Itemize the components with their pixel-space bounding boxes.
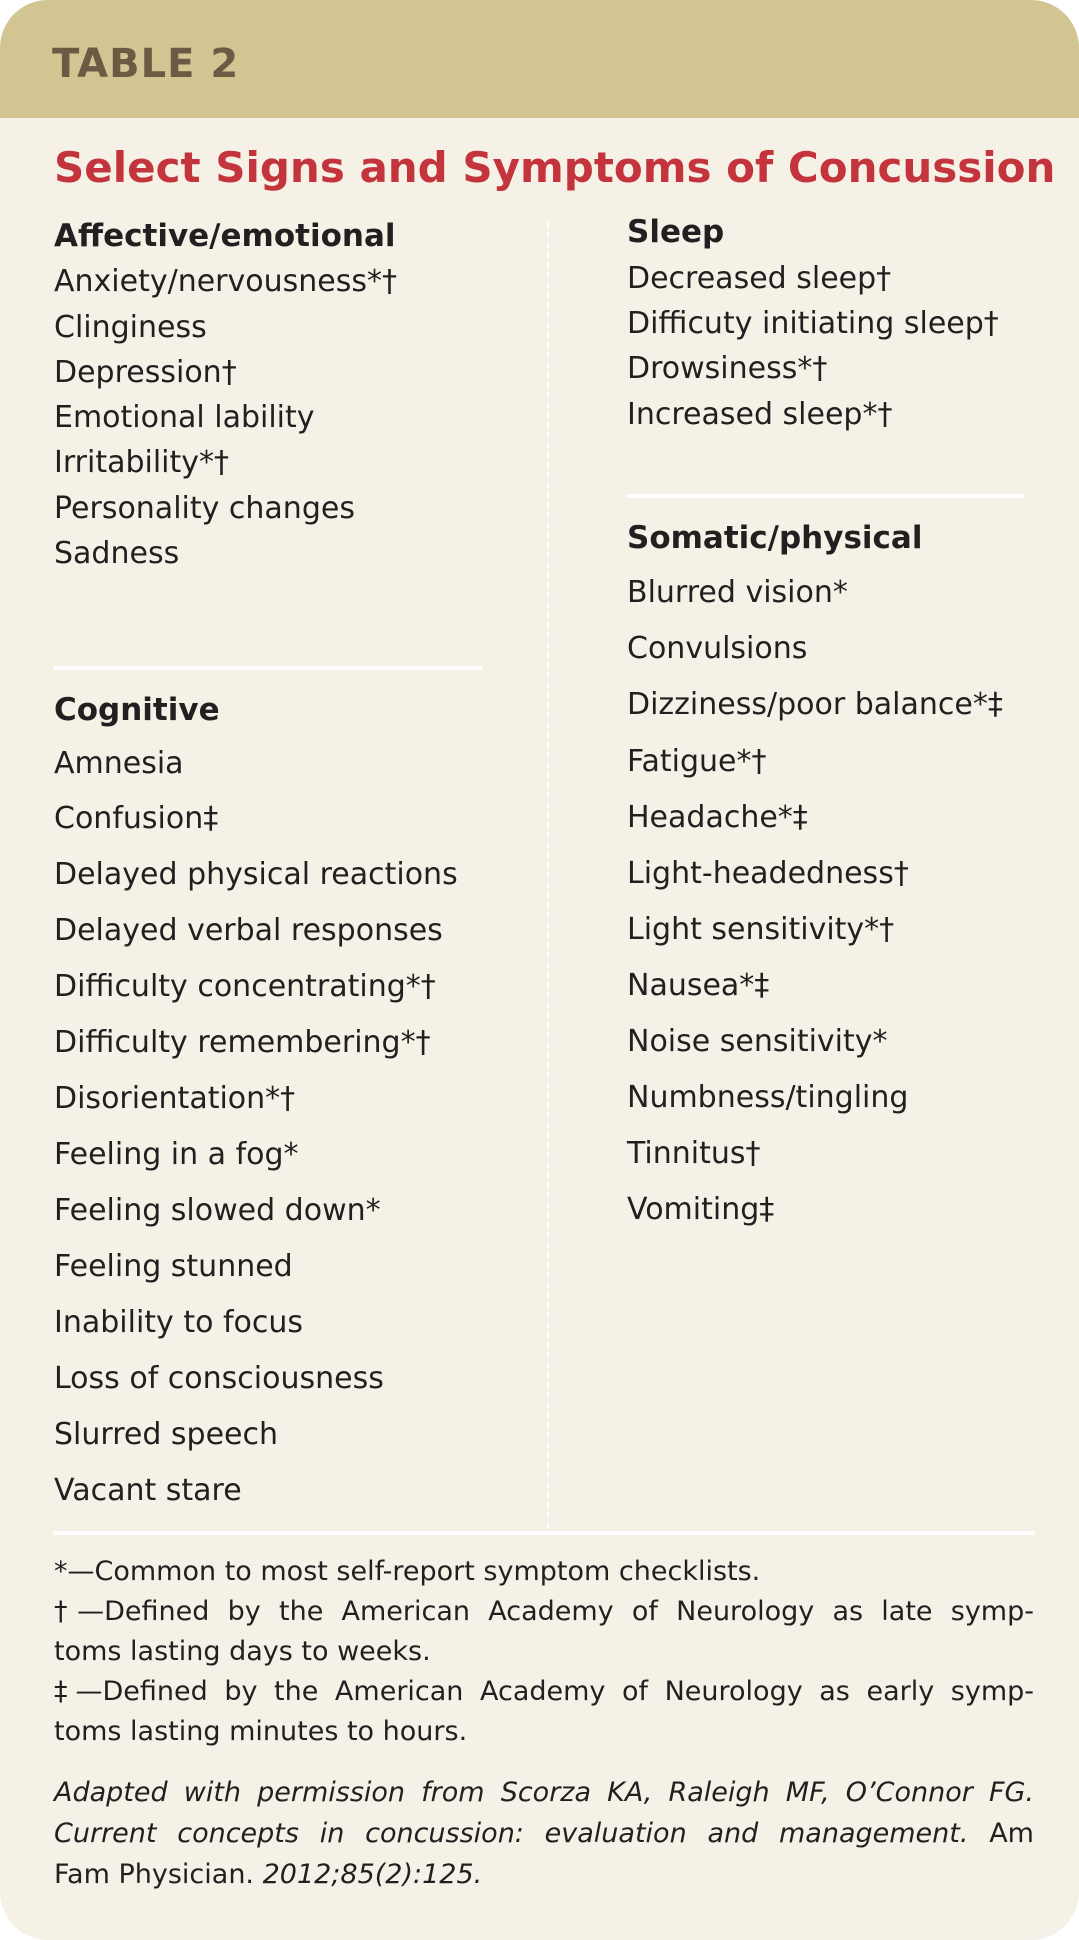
list-item: Clinginess — [54, 310, 207, 345]
attribution-journal-start: Am — [968, 1818, 1034, 1849]
attribution-citation: 2012;85(2):125. — [262, 1859, 483, 1890]
list-item: Confusion‡ — [54, 801, 219, 836]
column-divider — [547, 222, 549, 1528]
source-attribution — [54, 1772, 1034, 1895]
footnotes — [54, 1552, 1034, 1752]
list-item: Slurred speech — [54, 1417, 279, 1452]
section-heading-cognitive: Cognitive — [54, 692, 220, 728]
list-item: Loss of consciousness — [54, 1361, 384, 1396]
list-item: Noise sensitivity* — [627, 1024, 888, 1059]
section-heading-affective: Affective/emotional — [54, 218, 396, 254]
list-item: Delayed physical reactions — [54, 857, 458, 892]
list-item: Inability to focus — [54, 1305, 304, 1340]
list-item: Delayed verbal responses — [54, 913, 443, 948]
list-item: Amnesia — [54, 746, 184, 781]
footnote-dagger-line: †—Defined by the American Academy of Neurology as late symp- — [54, 1596, 1034, 1627]
list-item: Anxiety/nervousness*† — [54, 264, 397, 299]
list-item: Feeling slowed down* — [54, 1193, 381, 1228]
list-item: Blurred vision* — [627, 575, 848, 610]
list-item: Fatigue*† — [627, 744, 767, 779]
attribution-article-title: Current concepts in concussion: evaluation and management. — [54, 1818, 969, 1849]
list-item: Tinnitus† — [627, 1136, 761, 1171]
attribution-line — [54, 1813, 1034, 1854]
list-item: Nausea*‡ — [627, 968, 770, 1003]
footnote-dagger-line: toms lasting days to weeks. — [54, 1636, 431, 1667]
list-item: Feeling in a fog* — [54, 1137, 299, 1172]
table-title: Select Signs and Symptoms of Concussion — [54, 143, 1056, 192]
section-divider — [627, 494, 1025, 498]
attribution-line — [54, 1854, 1034, 1895]
section-heading-somatic: Somatic/physical — [627, 520, 923, 556]
list-item: Irritability*† — [54, 445, 230, 480]
footnote-double-dagger-line: toms lasting minutes to hours. — [54, 1716, 468, 1747]
list-item: Headache*‡ — [627, 800, 808, 835]
list-item: Depression† — [54, 355, 237, 390]
section-heading-sleep: Sleep — [627, 214, 725, 250]
list-item: Increased sleep*† — [627, 397, 893, 432]
footnote-double-dagger-line: ‡—Defined by the American Academy of Neurology as early symp- — [54, 1676, 1034, 1707]
list-item: Emotional lability — [54, 400, 315, 435]
list-item: Disorientation*† — [54, 1081, 296, 1116]
table-header-band — [0, 0, 1079, 118]
list-item: Vomiting‡ — [627, 1192, 775, 1227]
footnote-asterisk: *—Common to most self-report symptom checklists. — [54, 1556, 761, 1587]
list-item: Dizziness/poor balance*‡ — [627, 687, 1003, 722]
section-divider — [54, 666, 482, 670]
list-item: Convulsions — [627, 631, 808, 666]
list-item: Vacant stare — [54, 1473, 242, 1508]
table-label: TABLE 2 — [52, 41, 240, 87]
list-item: Decreased sleep† — [627, 261, 892, 296]
list-item: Sadness — [54, 536, 180, 571]
footnote-divider — [54, 1531, 1034, 1535]
list-item: Difficulty remembering*† — [54, 1025, 431, 1060]
attribution-journal-end: Fam Physician. — [54, 1859, 263, 1890]
list-item: Feeling stunned — [54, 1249, 293, 1284]
attribution-line: Adapted with permission from Scorza KA, Raleigh MF, O’Connor FG. — [54, 1777, 1034, 1808]
list-item: Light-headedness† — [627, 856, 909, 891]
list-item: Personality changes — [54, 491, 355, 526]
list-item: Difficuty initiating sleep† — [627, 306, 999, 341]
list-item: Drowsiness*† — [627, 351, 828, 386]
list-item: Light sensitivity*† — [627, 912, 895, 947]
list-item: Difficulty concentrating*† — [54, 969, 436, 1004]
list-item: Numbness/tingling — [627, 1080, 909, 1115]
